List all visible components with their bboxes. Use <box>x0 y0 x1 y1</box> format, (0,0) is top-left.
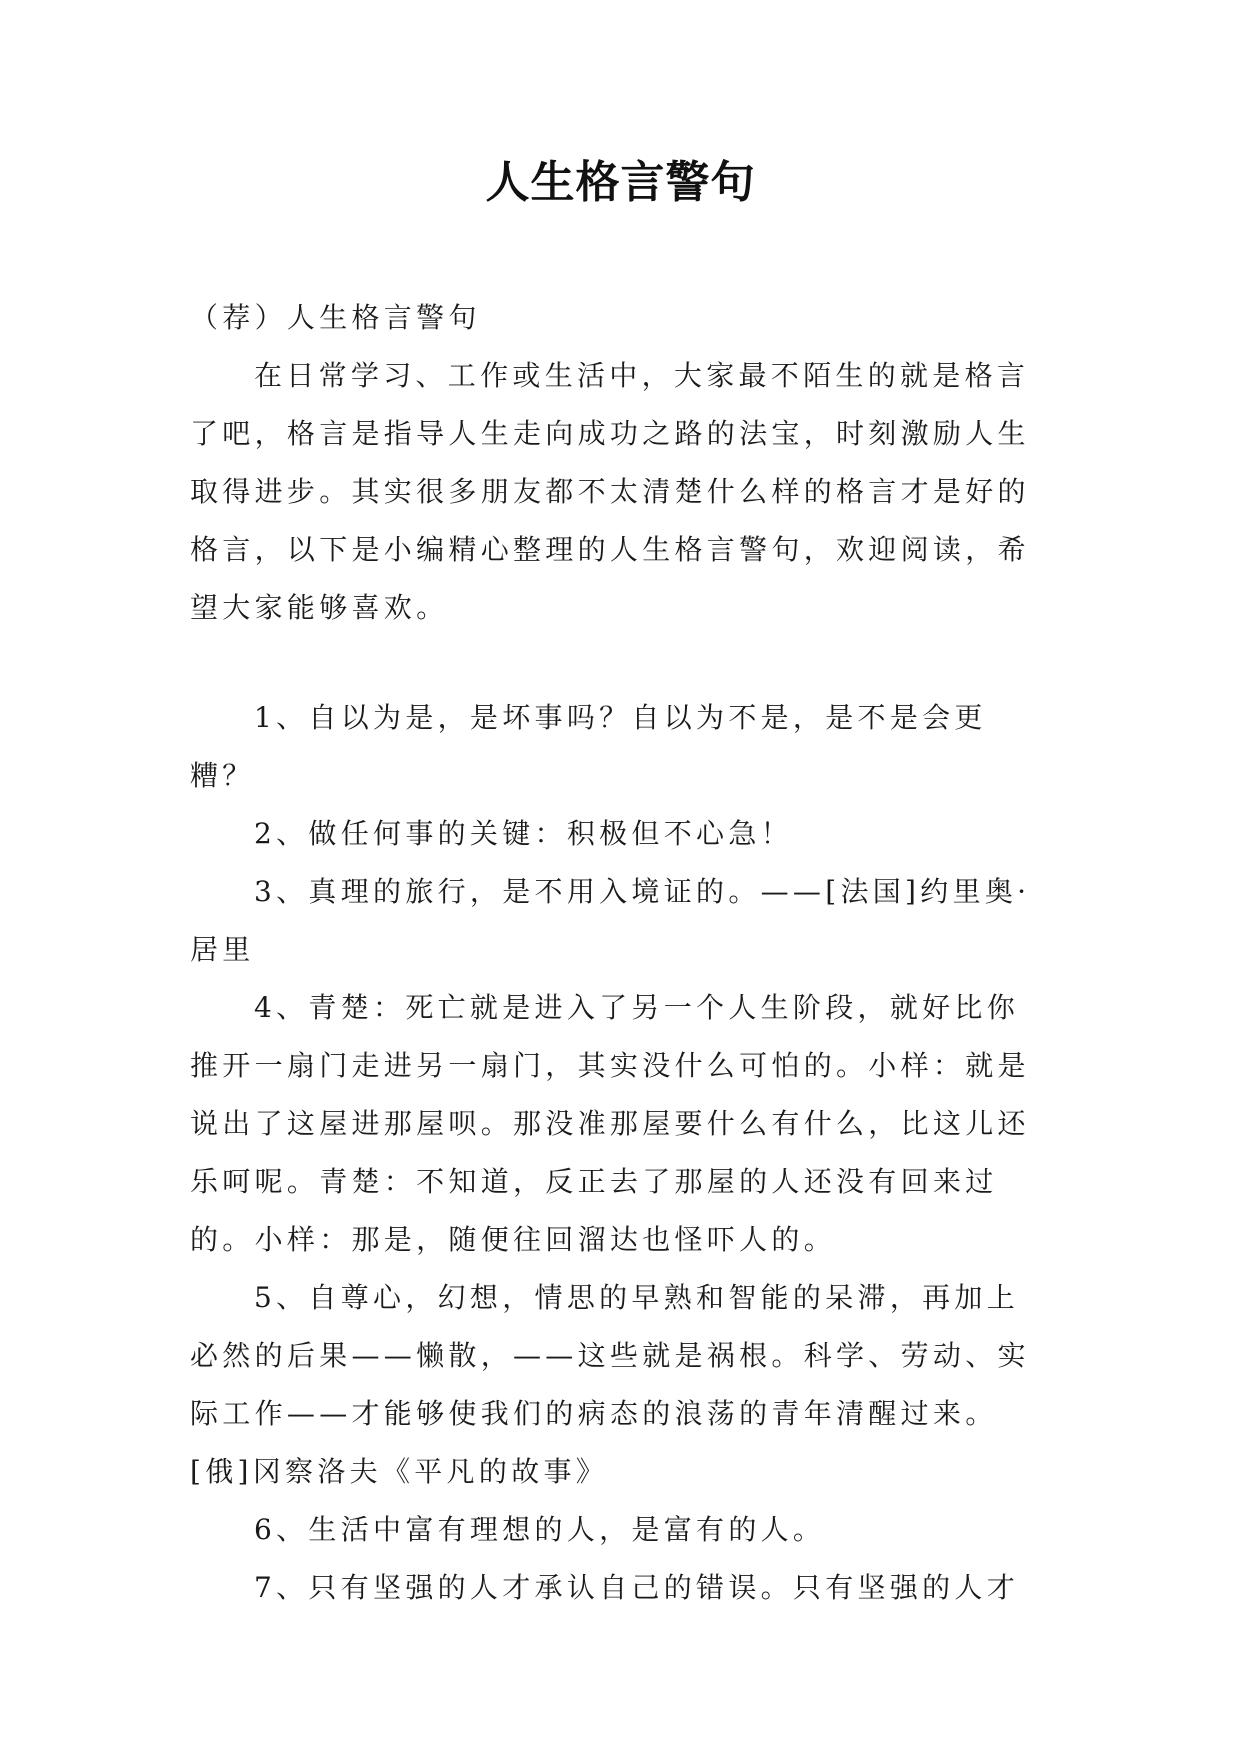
intro-paragraph: 在日常学习、工作或生活中，大家最不陌生的就是格言了吧，格言是指导人生走向成功之路的法宝，时刻激励人生取得进步。其实很多朋友都不太清楚什么样的格言才是好的格言，以下是小编精心整理的人生格言警句，欢迎阅读，希望大家能够喜欢。 <box>190 359 1030 624</box>
quote-item-6: 6、生活中富有理想的人，是富有的人。 <box>254 1513 826 1546</box>
quote-item-1: 1、自以为是，是坏事吗？自以为不是，是不是会更糟？ <box>190 701 987 792</box>
paragraph-gap <box>190 637 1050 689</box>
quote-item-7: 7、只有坚强的人才承认自己的错误。只有坚强的人才 <box>254 1571 1020 1604</box>
quote-item-4: 4、青楚：死亡就是进入了另一个人生阶段，就好比你推开一扇门走进另一扇门，其实没什么可怕的。小样：就是说出了这屋进那屋呗。那没准那屋要什么有什么，比这儿还乐呵呢。青楚：不知道，反正去了那屋的人还没有回来过的。小样：那是，随便往回溜达也怪吓人的。 <box>190 991 1030 1256</box>
quote-item-2: 2、做任何事的关键：积极但不心急！ <box>254 817 793 850</box>
document-subtitle: （荐）人生格言警句 <box>190 301 481 334</box>
document-body <box>190 289 1050 1617</box>
quote-item-3: 3、真理的旅行，是不用入境证的。——[法国]约里奥·居里 <box>190 875 1031 966</box>
quote-item-5: 5、自尊心，幻想，情思的早熟和智能的呆滞，再加上必然的后果——懒散，——这些就是祸根。科学、劳动、实际工作——才能够使我们的病态的浪荡的青年清醒过来。[俄]冈察洛夫《平凡的故事》 <box>190 1281 1030 1488</box>
document-title: 人生格言警句 <box>485 157 756 208</box>
